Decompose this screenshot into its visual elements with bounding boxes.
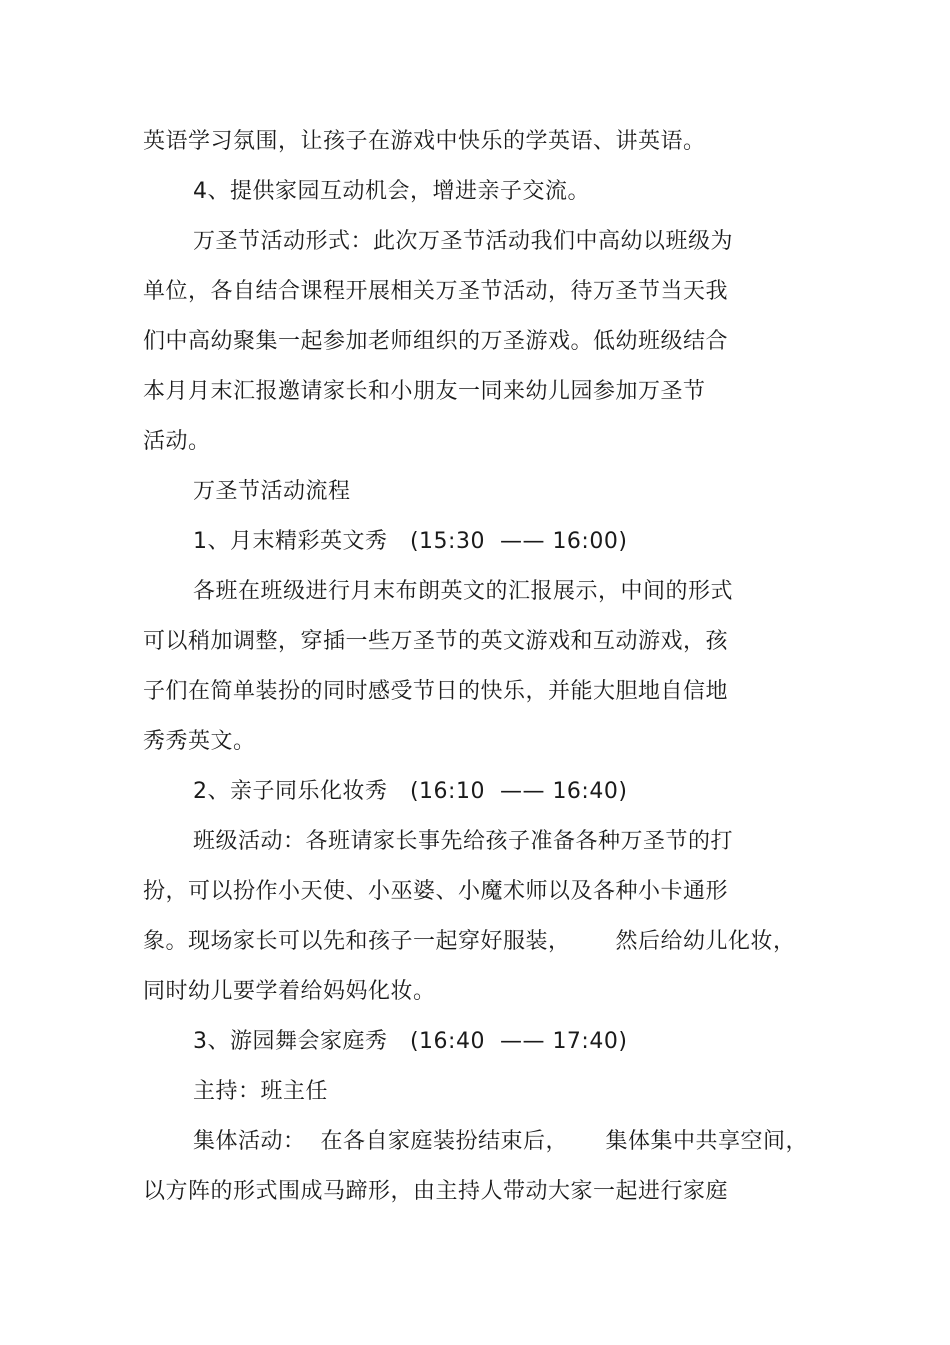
host-line: 主持：班主任	[193, 1079, 329, 1104]
paragraph-line: 扮，可以扮作小天使、小巫婆、小魔术师以及各种小卡通形	[143, 879, 729, 904]
paragraph-line: 单位，各自结合课程开展相关万圣节活动，待万圣节当天我	[143, 279, 729, 304]
paragraph-line: 活动。	[143, 429, 211, 454]
paragraph-line: 班级活动：各班请家长事先给孩子准备各种万圣节的打	[193, 829, 734, 854]
paragraph-line: 象。现场家长可以先和孩子一起穿好服装， 然后给幼儿化妆，	[143, 929, 796, 954]
paragraph-line: 以方阵的形式围成马蹄形，由主持人带动大家一起进行家庭	[143, 1179, 729, 1204]
paragraph-line: 秀秀英文。	[143, 729, 256, 754]
objective-item-4: 4、提供家园互动机会，增进亲子交流。	[193, 179, 590, 204]
section-heading: 万圣节活动流程	[193, 479, 351, 504]
activity-heading-1: 1、月末精彩英文秀 (15:30 —— 16:00)	[193, 529, 628, 554]
paragraph-line: 万圣节活动形式：此次万圣节活动我们中高幼以班级为	[193, 229, 734, 254]
paragraph-line: 可以稍加调整，穿插一些万圣节的英文游戏和互动游戏，孩	[143, 629, 729, 654]
paragraph-line: 集体活动： 在各自家庭装扮结束后， 集体集中共享空间，	[193, 1129, 808, 1154]
paragraph-line: 本月月末汇报邀请家长和小朋友一同来幼儿园参加万圣节	[143, 379, 706, 404]
paragraph-line: 子们在简单装扮的同时感受节日的快乐，并能大胆地自信地	[143, 679, 729, 704]
paragraph-line: 同时幼儿要学着给妈妈化妆。	[143, 979, 436, 1004]
activity-heading-2: 2、亲子同乐化妆秀 (16:10 —— 16:40)	[193, 779, 628, 804]
activity-heading-3: 3、游园舞会家庭秀 (16:40 —— 17:40)	[193, 1029, 628, 1054]
paragraph-line: 们中高幼聚集一起参加老师组织的万圣游戏。低幼班级结合	[143, 329, 729, 354]
paragraph-line: 各班在班级进行月末布朗英文的汇报展示，中间的形式	[193, 579, 734, 604]
paragraph-line: 英语学习氛围，让孩子在游戏中快乐的学英语、讲英语。	[143, 129, 706, 154]
